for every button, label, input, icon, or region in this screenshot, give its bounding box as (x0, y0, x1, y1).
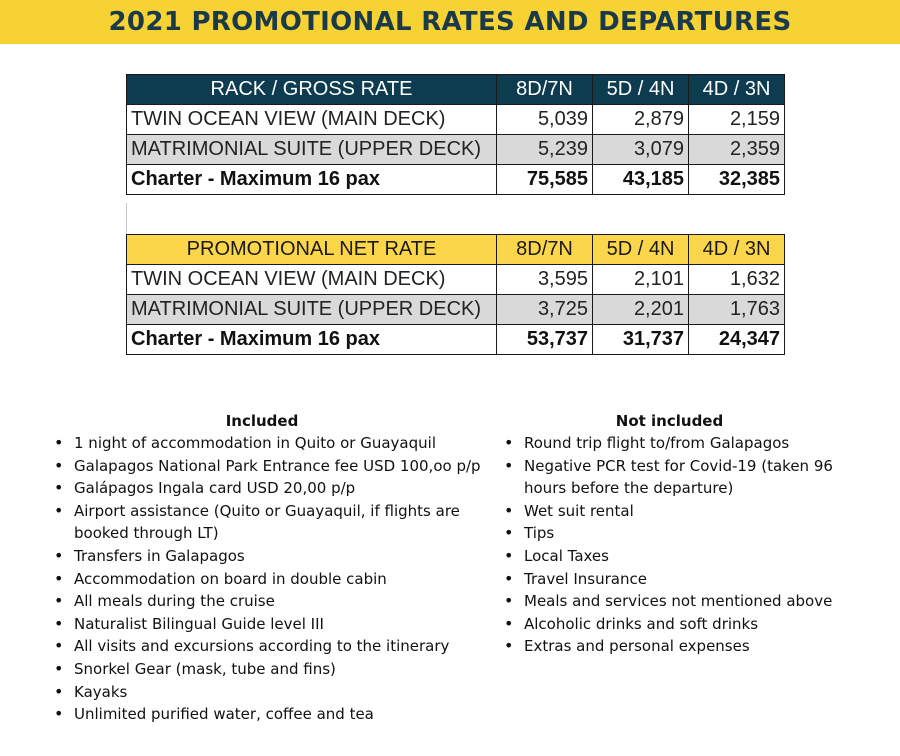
list-item: • All visits and excursions according to the itinerary (52, 635, 482, 658)
price-cell: 1,632 (689, 265, 785, 295)
list-item: • Extras and personal expenses (502, 635, 842, 658)
list-item: • 1 night of accommodation in Quito or Guayaquil (52, 432, 482, 455)
price-cell: 3,079 (593, 135, 689, 165)
list-item: • Transfers in Galapagos (52, 545, 482, 568)
promo-header-4d3n: 4D / 3N (689, 235, 785, 265)
divider (126, 203, 127, 234)
rack-header-label: RACK / GROSS RATE (127, 75, 497, 105)
table-row (127, 265, 785, 295)
included-section (52, 412, 482, 726)
list-item: • Kayaks (52, 681, 482, 704)
price-cell: 31,737 (593, 325, 689, 355)
rack-header-4d3n: 4D / 3N (689, 75, 785, 105)
list-item: • Travel Insurance (502, 568, 842, 591)
table-row (127, 325, 785, 355)
promo-header-label: PROMOTIONAL NET RATE (127, 235, 497, 265)
price-cell: 3,725 (497, 295, 593, 325)
promo-header-8d7n: 8D/7N (497, 235, 593, 265)
list-item: • Wet suit rental (502, 500, 842, 523)
list-item: • Negative PCR test for Covid-19 (taken 96 hours before the departure) (502, 455, 842, 500)
cabin-label: MATRIMONIAL SUITE (UPPER DECK) (127, 295, 497, 325)
price-cell: 2,159 (689, 105, 785, 135)
table-row (127, 165, 785, 195)
list-item: • Meals and services not mentioned above (502, 590, 842, 613)
price-cell: 2,101 (593, 265, 689, 295)
list-item: • All meals during the cruise (52, 590, 482, 613)
not-included-list (502, 432, 842, 658)
table-row (127, 295, 785, 325)
rack-rate-table (126, 74, 785, 195)
cabin-label: TWIN OCEAN VIEW (MAIN DECK) (127, 105, 497, 135)
price-cell: 5,239 (497, 135, 593, 165)
page-title: 2021 PROMOTIONAL RATES AND DEPARTURES (108, 7, 792, 37)
list-item: • Galapagos National Park Entrance fee USD 100,oo p/p (52, 455, 482, 478)
list-item: • Naturalist Bilingual Guide level III (52, 613, 482, 636)
cabin-label: TWIN OCEAN VIEW (MAIN DECK) (127, 265, 497, 295)
price-cell: 53,737 (497, 325, 593, 355)
promo-header-5d4n: 5D / 4N (593, 235, 689, 265)
rack-table-header (127, 75, 785, 105)
price-cell: 2,201 (593, 295, 689, 325)
rack-header-5d4n: 5D / 4N (593, 75, 689, 105)
list-item: • Local Taxes (502, 545, 842, 568)
list-item: • Tips (502, 522, 842, 545)
included-list (52, 432, 482, 726)
price-cell: 24,347 (689, 325, 785, 355)
table-row (127, 105, 785, 135)
list-item: • Snorkel Gear (mask, tube and fins) (52, 658, 482, 681)
list-item: • Accommodation on board in double cabin (52, 568, 482, 591)
title-banner (0, 0, 900, 44)
list-item: • Unlimited purified water, coffee and tea (52, 703, 482, 726)
price-cell: 43,185 (593, 165, 689, 195)
cabin-label: MATRIMONIAL SUITE (UPPER DECK) (127, 135, 497, 165)
charter-label: Charter - Maximum 16 pax (127, 325, 497, 355)
list-item: • Round trip flight to/from Galapagos (502, 432, 842, 455)
included-heading: Included (225, 412, 299, 430)
price-cell: 2,359 (689, 135, 785, 165)
price-cell: 5,039 (497, 105, 593, 135)
list-item: • Alcoholic drinks and soft drinks (502, 613, 842, 636)
rack-header-8d7n: 8D/7N (497, 75, 593, 105)
list-item: • Airport assistance (Quito or Guayaquil, if flights are booked through LT) (52, 500, 482, 545)
charter-label: Charter - Maximum 16 pax (127, 165, 497, 195)
table-row (127, 135, 785, 165)
price-cell: 75,585 (497, 165, 593, 195)
list-item: • Galápagos Ingala card USD 20,00 p/p (52, 477, 482, 500)
price-cell: 3,595 (497, 265, 593, 295)
not-included-section (502, 412, 842, 658)
promo-rate-table (126, 234, 785, 355)
promo-table-header (127, 235, 785, 265)
price-cell: 2,879 (593, 105, 689, 135)
price-cell: 32,385 (689, 165, 785, 195)
not-included-heading: Not included (615, 412, 724, 430)
price-cell: 1,763 (689, 295, 785, 325)
